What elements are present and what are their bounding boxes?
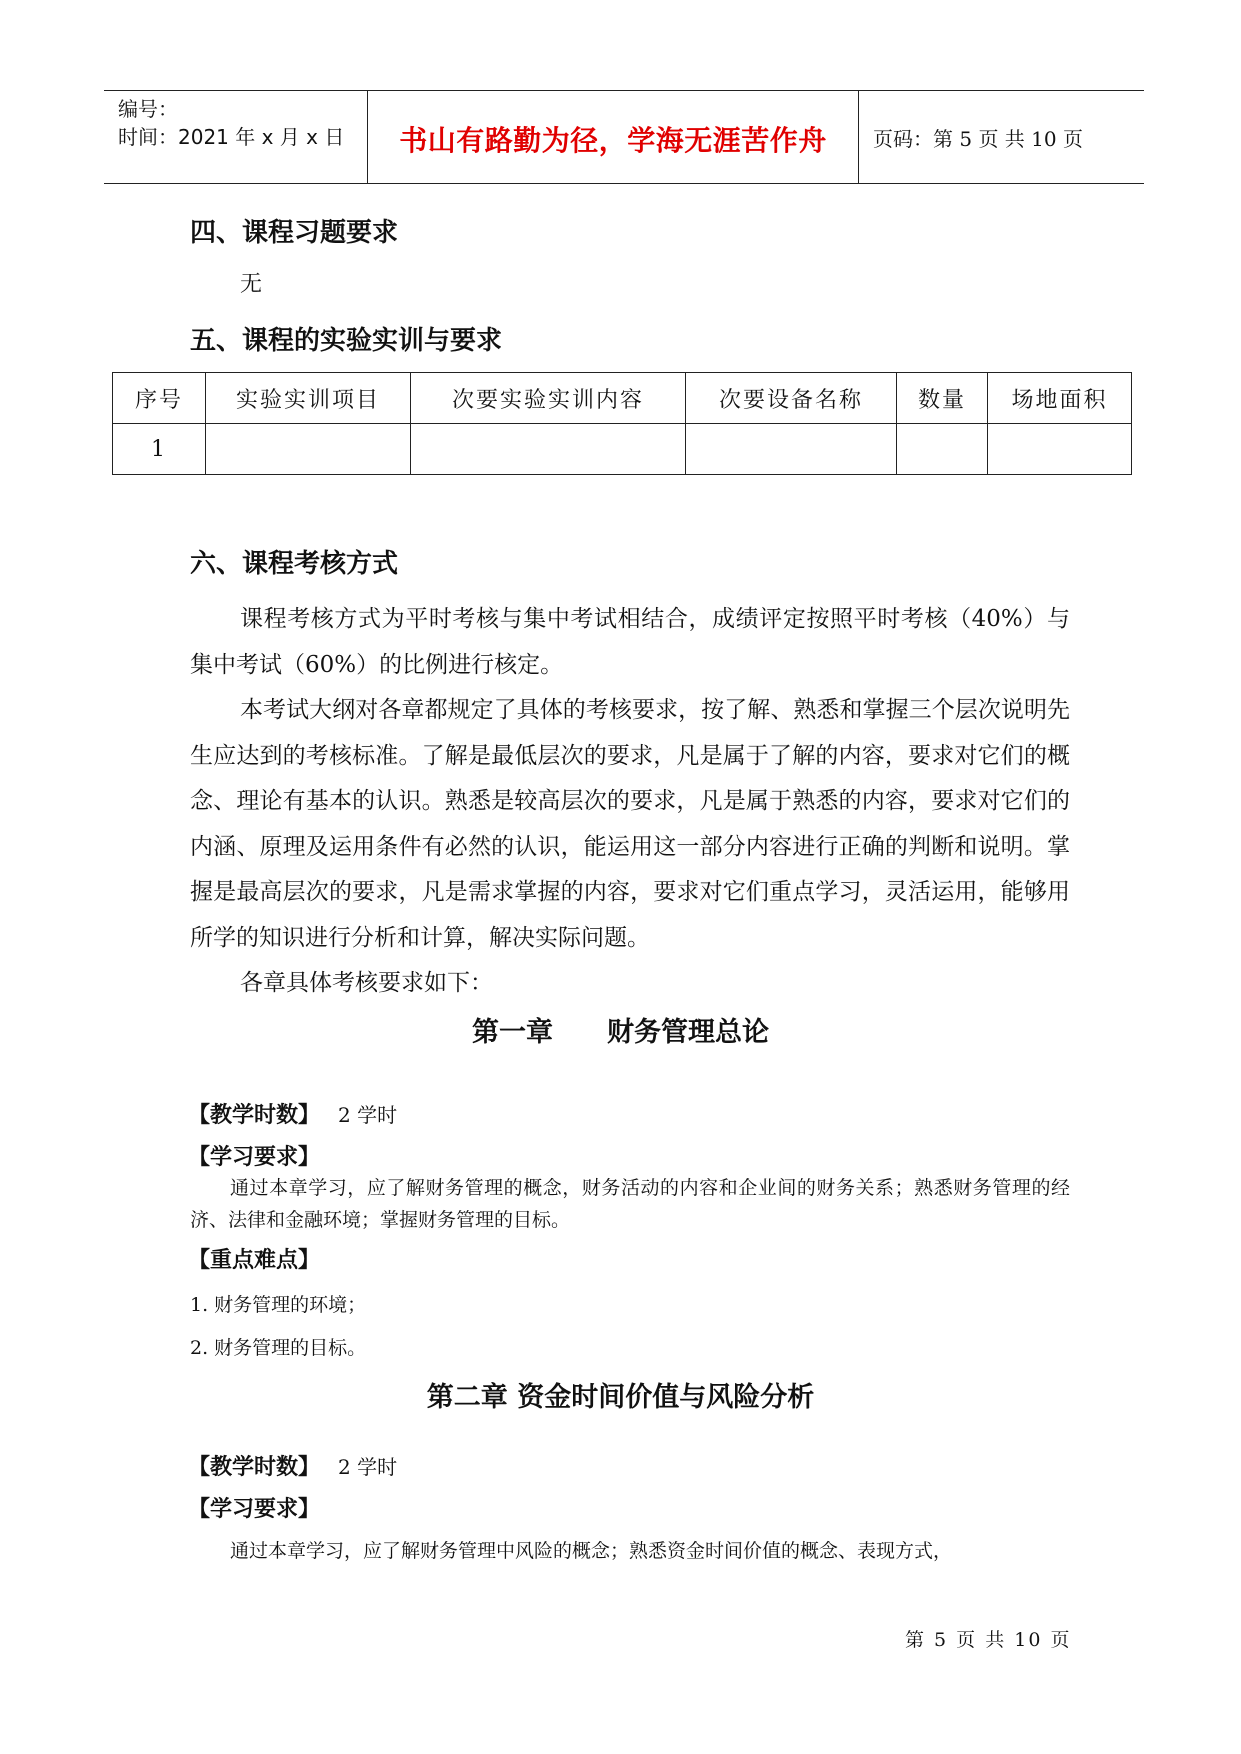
lab-table <box>112 372 1132 475</box>
table-cell <box>686 424 897 475</box>
page-footer: 第 5 页 共 10 页 <box>905 1629 1072 1651</box>
document-time: 时间：2021 年 x 月 x 日 <box>118 125 345 149</box>
header-motto: 书山有路勤为径，学海无涯苦作舟 <box>399 124 827 157</box>
chapter-1-title: 第一章 财务管理总论 <box>472 1017 769 1048</box>
hours-value: 2 学时 <box>338 1455 398 1479</box>
table-row <box>113 424 1132 475</box>
list-item: 2. 财务管理的目标。 <box>190 1337 367 1359</box>
chapter-1-key-points-label: 【重点难点】 <box>188 1248 321 1273</box>
hours-value: 2 学时 <box>338 1103 398 1127</box>
table-header-cell: 实验实训项目 <box>206 373 411 424</box>
document-number: 编号： <box>118 97 178 121</box>
table-header-cell: 场地面积 <box>988 373 1132 424</box>
header-right-cell <box>859 91 1144 183</box>
chapter-2-requirements-text: 通过本章学习，应了解财务管理中风险的概念；熟悉资金时间价值的概念、表现方式， <box>230 1540 953 1562</box>
chapter-1-requirements-text: 通过本章学习，应了解财务管理的概念，财务活动的内容和企业间的财务关系；熟悉财务管理的经济、法律和金融环境；掌握财务管理的目标。 <box>190 1177 1070 1231</box>
chapter-1-requirements-label: 【学习要求】 <box>188 1145 321 1170</box>
chapter-2-hours <box>188 1450 397 1481</box>
section-6-paragraph-2: 本考试大纲对各章都规定了具体的考核要求，按了解、熟悉和掌握三个层次说明先生应达到的考核标准。了解是最低层次的要求，凡是属于了解的内容，要求对它们的概念、理论有基本的认识。熟悉是较高层次的要求，凡是属于熟悉的内容，要求对它们的内涵、原理及运用条件有必然的认识，能运用这一部分内容进行正确的判断和说明。掌握是最高层次的要求，凡是需求掌握的内容，要求对它们重点学习，灵活运用，能够用所学的知识进行分析和计算，解决实际问题。 <box>190 697 1070 951</box>
chapter-2-title: 第二章 资金时间价值与风险分析 <box>426 1382 815 1413</box>
chapter-1-hours <box>188 1098 397 1129</box>
chapter-2-requirements-label: 【学习要求】 <box>188 1497 321 1522</box>
table-cell: 1 <box>113 424 206 475</box>
hours-label: 【教学时数】 <box>188 1455 321 1480</box>
section-6-paragraph-1: 课程考核方式为平时考核与集中考试相结合，成绩评定按照平时考核（40%）与集中考试（60%）的比例进行核定。 <box>190 606 1070 678</box>
hours-label: 【教学时数】 <box>188 1103 321 1128</box>
page-header <box>104 90 1144 184</box>
table-cell <box>206 424 411 475</box>
table-cell <box>897 424 988 475</box>
table-cell <box>988 424 1132 475</box>
table-header-cell: 序号 <box>113 373 206 424</box>
header-left-cell <box>104 91 367 183</box>
table-header-cell: 次要实验实训内容 <box>411 373 686 424</box>
list-item: 1. 财务管理的环境； <box>190 1294 367 1316</box>
section-4-body: 无 <box>240 272 263 297</box>
header-page-number: 页码：第 5 页 共 10 页 <box>873 127 1083 151</box>
table-header-cell: 数量 <box>897 373 988 424</box>
table-cell <box>411 424 686 475</box>
section-4-title: 四、课程习题要求 <box>190 218 399 248</box>
section-6-paragraph-3: 各章具体考核要求如下： <box>240 970 493 996</box>
table-header-row <box>113 373 1132 424</box>
section-6-title: 六、课程考核方式 <box>190 549 399 579</box>
section-5-title: 五、课程的实验实训与要求 <box>190 326 503 356</box>
header-center-cell <box>367 91 859 183</box>
table-header-cell: 次要设备名称 <box>686 373 897 424</box>
